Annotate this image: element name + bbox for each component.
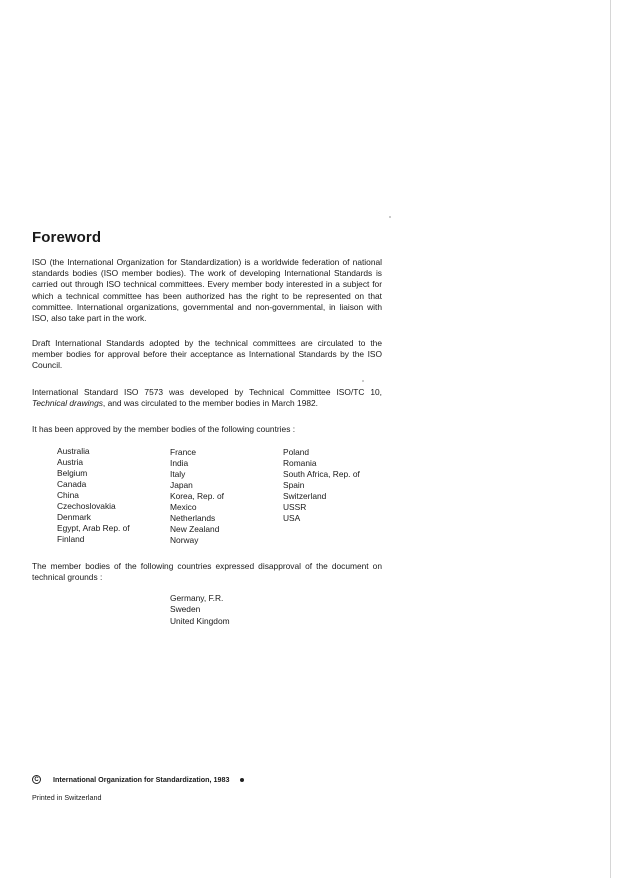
country-column-2 (170, 447, 224, 546)
country-column-3 (283, 447, 360, 524)
country-item: USA (283, 513, 301, 523)
country-item: Australia (57, 446, 90, 456)
page-edge (610, 0, 611, 878)
country-item: Italy (170, 469, 186, 479)
country-item: Poland (283, 447, 310, 457)
country-item: Norway (170, 535, 199, 545)
copyright-text: International Organization for Standardization, 1983 (53, 775, 230, 784)
country-item: South Africa, Rep. of (283, 469, 360, 479)
country-item: Netherlands (170, 513, 216, 523)
country-item: Switzerland (283, 491, 327, 501)
country-item: Spain (283, 480, 305, 490)
country-item: USSR (283, 502, 307, 512)
copyright-line (32, 775, 244, 784)
paragraph-approval: It has been approved by the member bodies of the following countries : (32, 424, 296, 434)
country-item: Austria (57, 457, 84, 467)
country-item: Korea, Rep. of (170, 491, 225, 501)
country-item: Egypt, Arab Rep. of (57, 523, 130, 533)
country-item: Japan (170, 480, 193, 490)
country-item: New Zealand (170, 524, 220, 534)
p3-end: , and was circulated to the member bodies in March 1982. (102, 398, 318, 409)
scan-speck (389, 216, 391, 218)
p3-italic: Technical drawings (32, 398, 103, 409)
copyright-icon: C (32, 775, 41, 784)
paragraph-iso-intro: ISO (the International Organization for Standardization) is a worldwide federation of national standards bodies (ISO member bodies). The work of developing International Standards is carried out through ISO technical committees. Every member body interested in a subject for which a technical committee has been authorized has the right to be represented on that committee. International organizations, governmental and non-governmental, in liaison with ISO, also take part in the work. (32, 257, 382, 324)
page-title: Foreword (32, 229, 102, 246)
paragraph-standard-origin (32, 387, 382, 409)
country-item: Finland (57, 534, 85, 544)
paragraph-disapproval: The member bodies of the following countries expressed disapproval of the document on technical grounds : (32, 561, 382, 583)
printed-in: Printed in Switzerland (32, 793, 102, 802)
country-item: Germany, F.R. (170, 593, 224, 603)
disapproval-list (170, 593, 230, 627)
country-item: United Kingdom (170, 615, 230, 626)
country-item: Belgium (57, 468, 88, 478)
p3-start: International Standard ISO 7573 was developed by Technical Committee ISO/TC 10, (32, 387, 382, 397)
country-item: China (57, 490, 79, 500)
country-column-1 (57, 446, 130, 545)
paragraph-draft-standards: Draft International Standards adopted by the technical committees are circulated to the member bodies for approval before their acceptance as International Standards by the ISO Council. (32, 338, 382, 371)
country-item: Romania (283, 458, 317, 468)
country-item: Sweden (170, 604, 201, 615)
country-item: France (170, 447, 197, 457)
scan-speck (362, 380, 364, 382)
bullet-icon (240, 778, 244, 782)
country-item: Czechoslovakia (57, 501, 116, 511)
country-item: India (170, 458, 189, 468)
country-item: Mexico (170, 502, 197, 512)
country-item: Denmark (57, 512, 91, 522)
country-item: Canada (57, 479, 87, 489)
